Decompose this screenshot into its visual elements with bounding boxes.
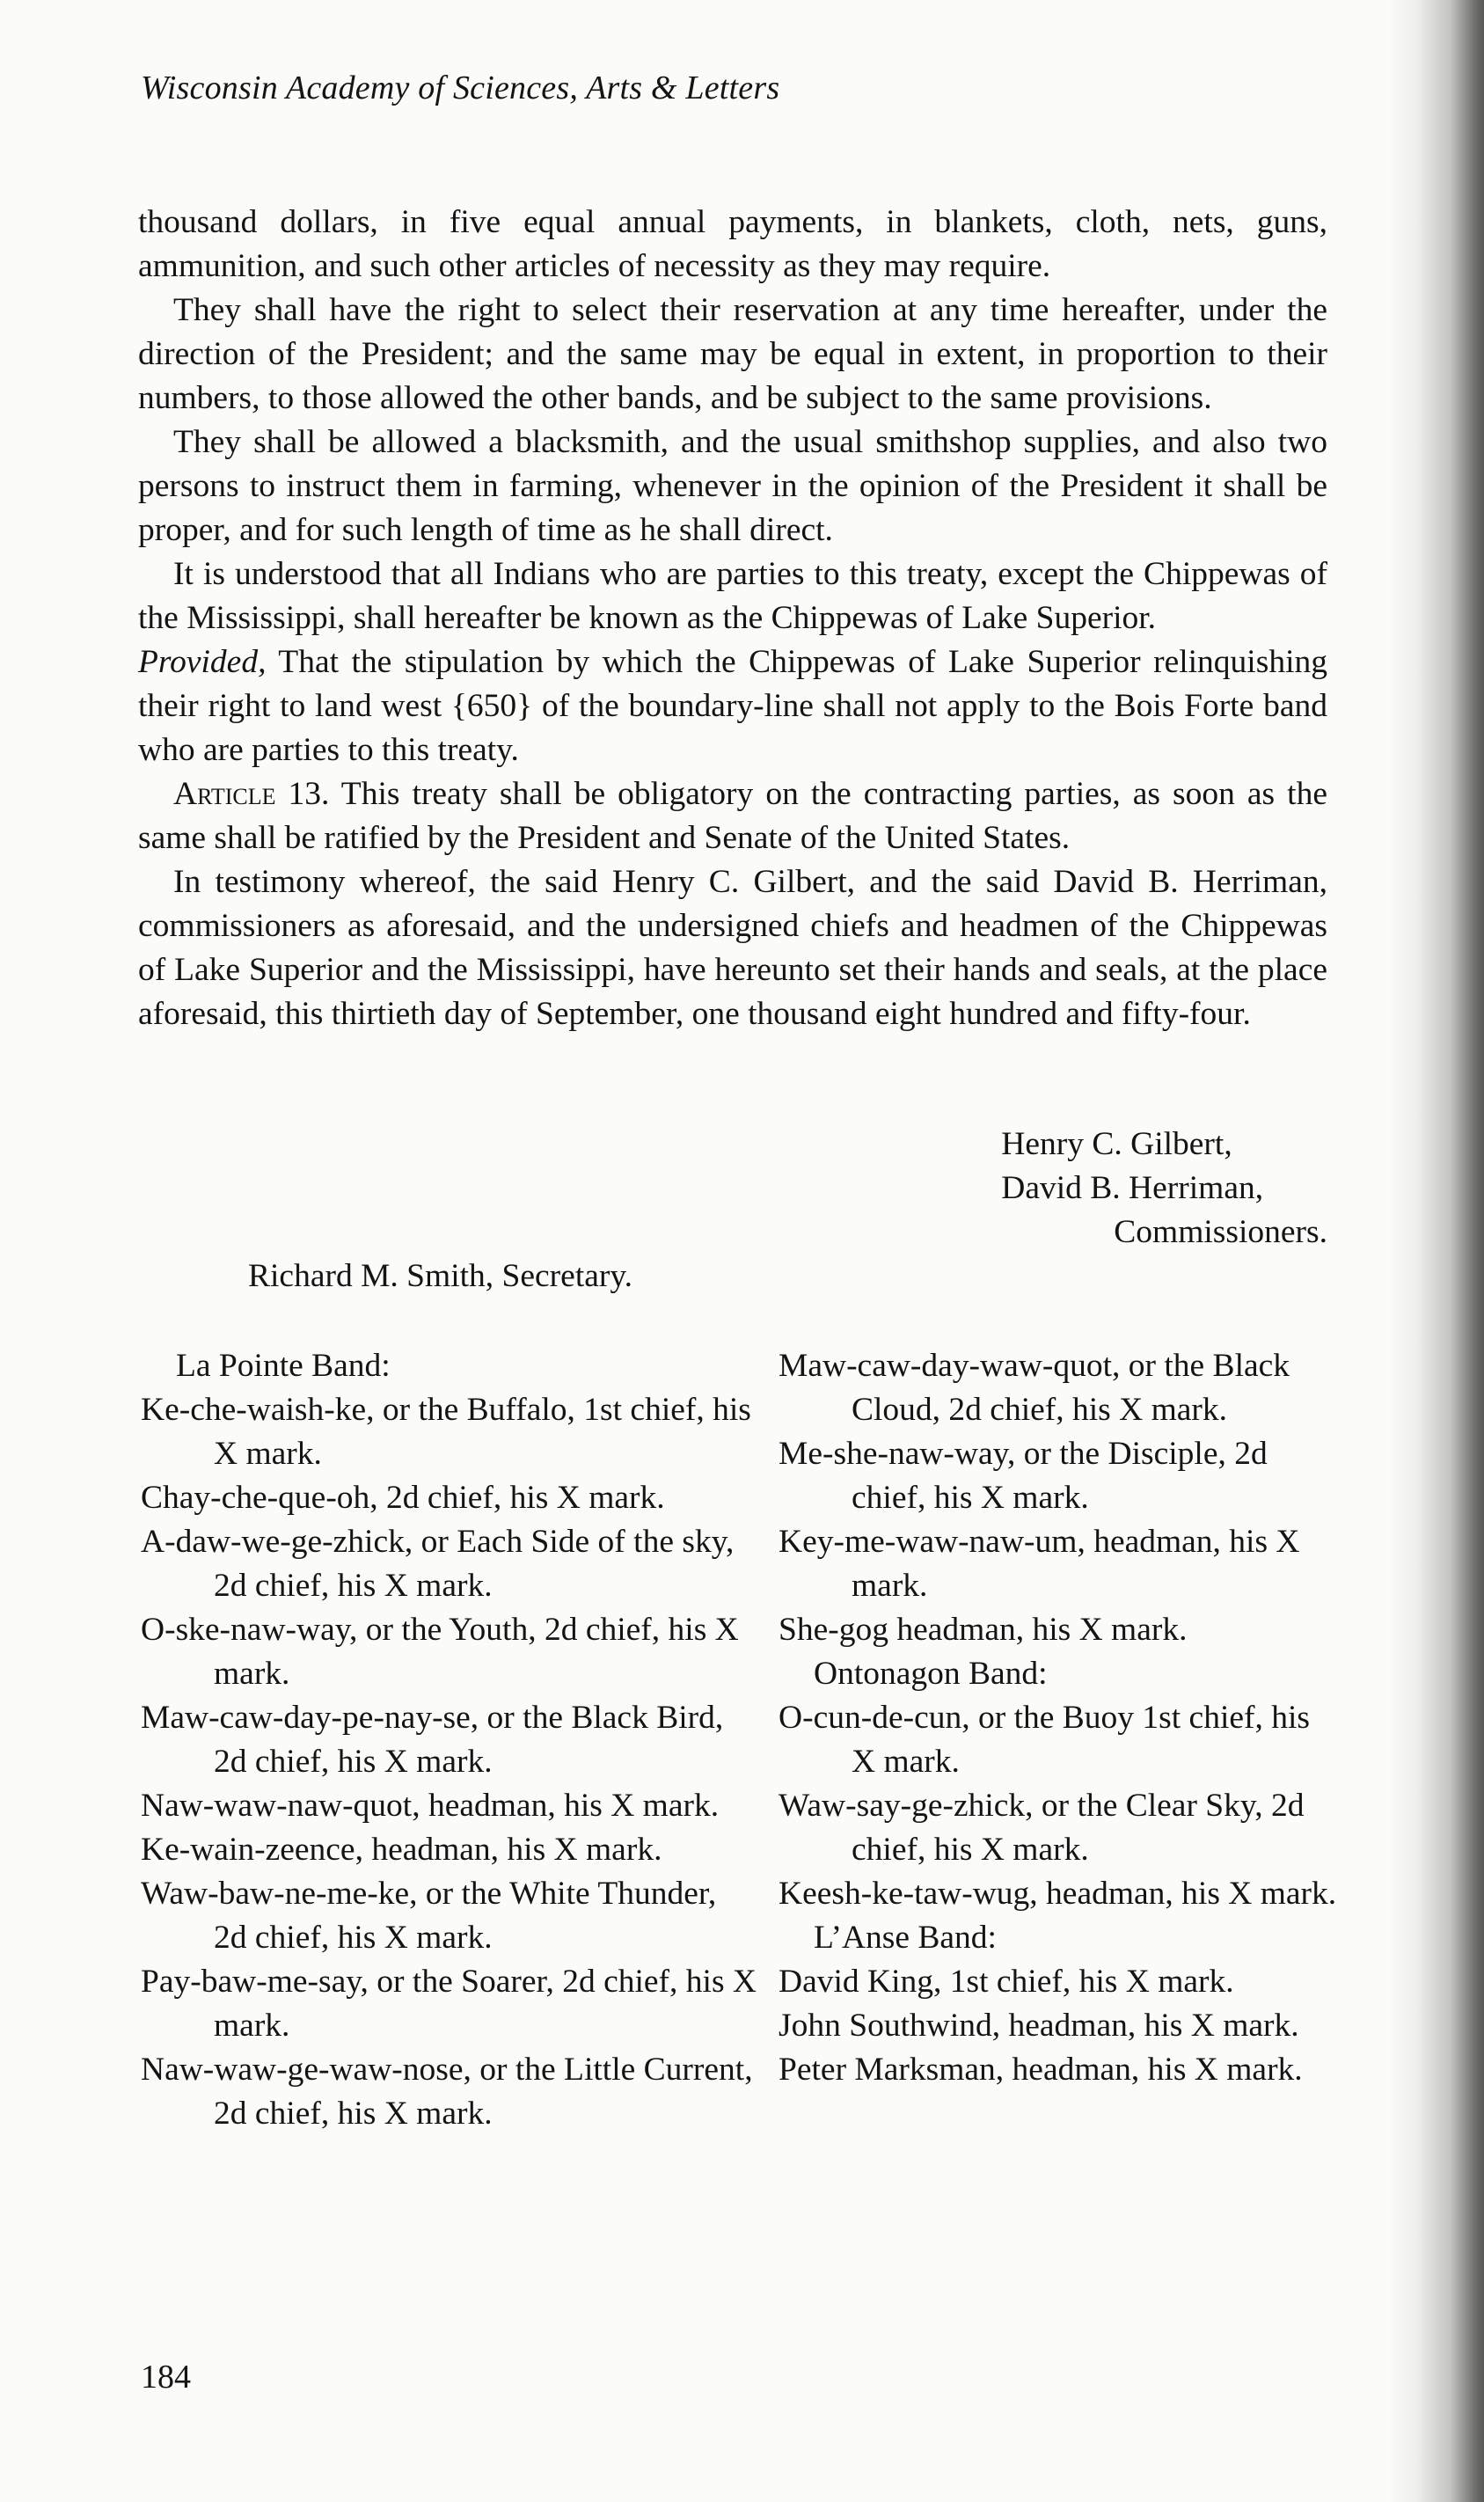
signatory-entry: Chay-che-que-oh, 2d chief, his X mark. <box>141 1480 665 1516</box>
body-text <box>138 201 1327 1036</box>
paragraph-understood: It is understood that all Indians who are parties to this treaty, except the Chippewas of the Mississippi, shall hereafter be known as the Chippewas of Lake Superior. <box>138 556 1327 636</box>
band-heading-ontonagon: Ontonagon Band: <box>814 1656 1048 1692</box>
running-head: Wisconsin Academy of Sciences, Arts & Letters <box>141 70 780 106</box>
signatory-entry: John Southwind, headman, his X mark. <box>779 2008 1299 2044</box>
signatory-entry: David King, 1st chief, his X mark. <box>779 1964 1234 2000</box>
proviso-word: Provided, <box>138 644 267 680</box>
band-heading-lanse: L’Anse Band: <box>814 1920 997 1956</box>
signatory-entry: Keesh-ke-taw-wug, headman, his X mark. <box>779 1876 1337 1912</box>
paragraph-article <box>138 772 1327 860</box>
signatory-entry: Maw-caw-day-pe-nay-se, or the Black Bird, 2d chief, his X mark. <box>141 1700 724 1780</box>
signatories-left-column <box>141 1344 757 2136</box>
commissioner-name: David B. Herriman, <box>1001 1170 1264 1206</box>
signatory-entry: Peter Marksman, headman, his X mark. <box>779 2052 1303 2088</box>
signatory-entry: O-cun-de-cun, or the Buoy 1st chief, his X mark. <box>779 1700 1311 1780</box>
page-edge-shadow <box>1387 0 1484 2502</box>
signatory-entry: Ke-wain-zeence, headman, his X mark. <box>141 1832 662 1868</box>
article-text: This treaty shall be obligatory on the contracting parties, as soon as the same shall be ratified by the President and Senate of the United States. <box>138 776 1327 856</box>
page-number: 184 <box>141 2359 191 2396</box>
paragraph-proviso <box>138 640 1327 772</box>
signatory-entry: She-gog headman, his X mark. <box>779 1612 1188 1648</box>
signatory-entry: Pay-baw-me-say, or the Soarer, 2d chief, his X mark. <box>141 1964 757 2044</box>
band-heading-la-pointe: La Pointe Band: <box>176 1348 391 1384</box>
paragraph-reservation: They shall have the right to select their reservation at any time hereafter, under the direction of the President; and the same may be equal in extent, in proportion to their numbers, to those allowed the other bands, and be subject to the same provisions. <box>138 292 1327 416</box>
signatory-entry: Key-me-waw-naw-um, headman, his X mark. <box>779 1524 1300 1604</box>
signatory-entry: O-ske-naw-way, or the Youth, 2d chief, his X mark. <box>141 1612 739 1692</box>
commissioners-signatures <box>1001 1123 1327 1255</box>
commissioner-name: Henry C. Gilbert, <box>1001 1126 1232 1162</box>
proviso-text: That the stipulation by which the Chippewas of Lake Superior relinquishing their right to land west {650} of the boundary-line shall not apply to the Bois Forte band who are parties to this treaty. <box>138 644 1327 768</box>
commissioners-role: Commissioners. <box>1114 1214 1327 1250</box>
signatory-entry: A-daw-we-ge-zhick, or Each Side of the sky, 2d chief, his X mark. <box>141 1524 735 1604</box>
signatory-entry: Waw-say-ge-zhick, or the Clear Sky, 2d chief, his X mark. <box>779 1788 1305 1868</box>
signatory-entry: Maw-caw-day-waw-quot, or the Black Cloud, 2d chief, his X mark. <box>779 1348 1290 1428</box>
secretary-signature: Richard M. Smith, Secretary. <box>248 1258 633 1294</box>
paragraph-blacksmith: They shall be allowed a blacksmith, and the usual smithshop supplies, and also two persons to instruct them in farming, whenever in the opinion of the President it shall be proper, and for such length of time as he shall direct. <box>138 424 1327 548</box>
signatory-entry: Ke-che-waish-ke, or the Buffalo, 1st chief, his X mark. <box>141 1392 751 1472</box>
paragraph-continuation: thousand dollars, in five equal annual payments, in blankets, cloth, nets, guns, ammunition, and such other articles of necessity as they may require. <box>138 204 1327 284</box>
paragraph-testimony: In testimony whereof, the said Henry C. Gilbert, and the said David B. Herriman, commissioners as aforesaid, and the undersigned chiefs and headmen of the Chippewas of Lake Superior and the Mississippi, have hereunto set their hands and seals, at the place aforesaid, this thirtieth day of September, one thousand eight hundred and fifty-four. <box>138 864 1327 1032</box>
signatory-entry: Waw-baw-ne-me-ke, or the White Thunder, 2d chief, his X mark. <box>141 1876 717 1956</box>
signatories-right-column <box>779 1344 1341 2092</box>
signatory-entry: Naw-waw-naw-quot, headman, his X mark. <box>141 1788 720 1824</box>
signatory-entry: Naw-waw-ge-waw-nose, or the Little Current, 2d chief, his X mark. <box>141 2052 753 2132</box>
article-label: Article 13. <box>173 776 330 812</box>
signatory-entry: Me-she-naw-way, or the Disciple, 2d chief, his X mark. <box>779 1436 1268 1516</box>
